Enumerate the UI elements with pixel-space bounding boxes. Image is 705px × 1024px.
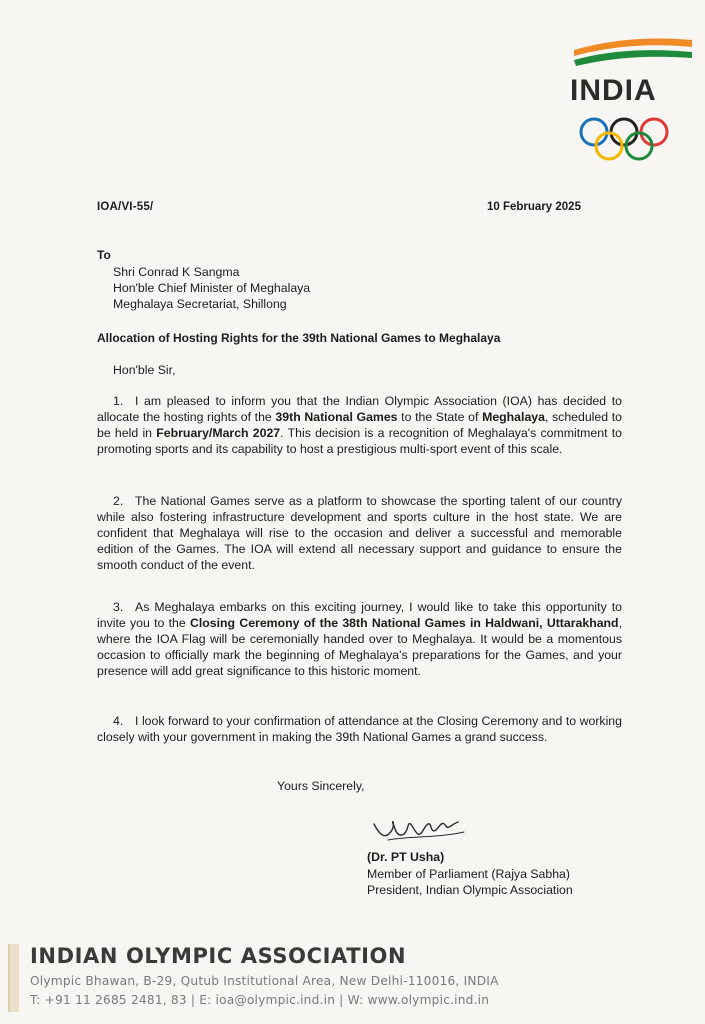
- salutation: Hon'ble Sir,: [113, 363, 176, 377]
- paragraph-number: 3.: [113, 600, 124, 614]
- reference-number: IOA/VI-55/: [97, 201, 154, 213]
- ioa-india-logo: [568, 36, 694, 172]
- paragraph-3: 3. As Meghalaya embarks on this exciting journey, I would like to take this opportunity to invite you to the Closing Ceremony of the 38th National Games in Haldwani, Uttarakhand, where the IOA Flag will be ceremonially handed over to Meghalaya. It would be a momentous occasion to officially mark the beginning of Meghalaya's preparations for the Games, and your presence will add great significance to this historic moment.: [97, 600, 622, 678]
- footer-contact: T: +91 11 2685 2481, 83 | E: ioa@olympic.ind.in | W: www.olympic.ind.in: [30, 993, 490, 1007]
- paragraph-1: 1. I am pleased to inform you that the Indian Olympic Association (IOA) has decided to allocate the hosting rights of the 39th National Games to the State of Meghalaya, scheduled to be held in February/March 2027. This decision is a recognition of Meghalaya's commitment to promoting sports and its capability to host a prestigious multi-sport event of this scale.: [97, 394, 623, 456]
- signatory-designation: [367, 866, 573, 898]
- closing-line: Yours Sincerely,: [277, 779, 365, 793]
- signatory-role-president: President, Indian Olympic Association: [367, 883, 573, 897]
- letter-subject: Allocation of Hosting Rights for the 39th National Games to Meghalaya: [97, 331, 501, 345]
- footer-side-strip: [8, 944, 19, 1012]
- recipient-title: Hon'ble Chief Minister of Meghalaya: [113, 281, 311, 295]
- letter-date: 10 February 2025: [487, 201, 581, 213]
- signatory-name: (Dr. PT Usha): [367, 850, 445, 864]
- recipient-address: [113, 264, 310, 312]
- footer-organization: INDIAN OLYMPIC ASSOCIATION: [30, 944, 407, 968]
- handwritten-signature: [368, 796, 488, 852]
- recipient-office: Meghalaya Secretariat, Shillong: [113, 297, 287, 311]
- to-label: To: [97, 248, 111, 262]
- recipient-name: Shri Conrad K Sangma: [113, 265, 240, 279]
- paragraph-4: 4. I look forward to your confirmation of attendance at the Closing Ceremony and to working closely with your government in making the 39th National Games a grand success.: [97, 714, 622, 744]
- paragraph-number: 4.: [113, 714, 124, 728]
- olympic-rings-icon: [568, 36, 694, 172]
- paragraph-number: 2.: [113, 494, 124, 508]
- paragraph-number: 1.: [113, 394, 124, 408]
- footer-address: Olympic Bhawan, B-29, Qutub Institutional Area, New Delhi-110016, INDIA: [30, 974, 499, 988]
- signatory-role-mp: Member of Parliament (Rajya Sabha): [367, 867, 570, 881]
- svg-text:INDIA: INDIA: [570, 74, 657, 107]
- paragraph-2: 2. The National Games serve as a platform to showcase the sporting talent of our country while also fostering infrastructure development and sports culture in the host state. We are confident that Meghalaya will rise to the occasion and deliver a successful and memorable edition of the Games. The IOA will extend all necessary support and guidance to ensure the smooth conduct of the event.: [97, 494, 622, 572]
